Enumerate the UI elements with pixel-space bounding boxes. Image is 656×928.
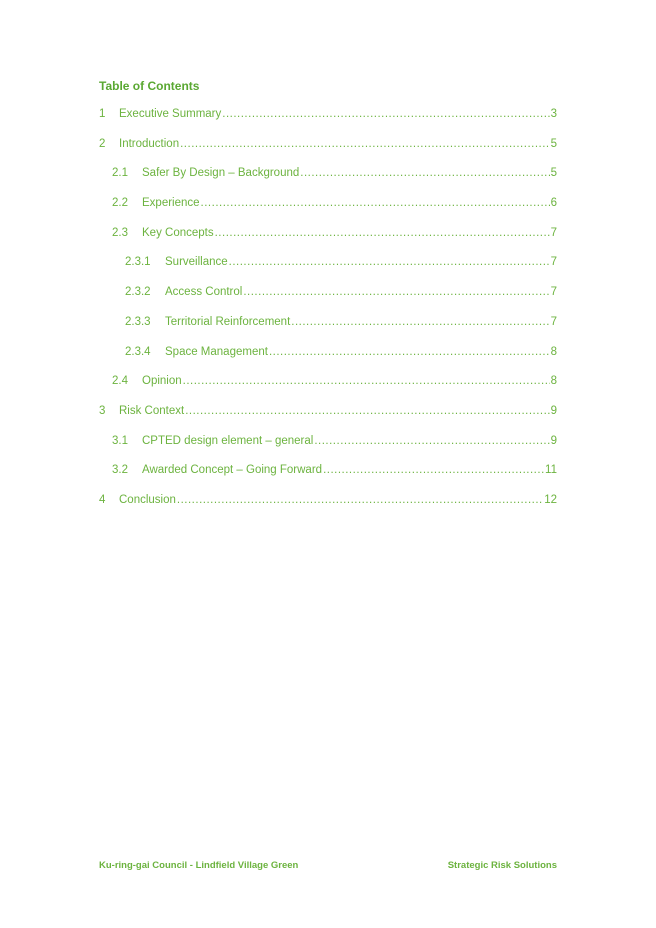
- toc-entry-number: 2.2: [112, 197, 128, 210]
- toc-entry-label: Awarded Concept – Going Forward: [142, 464, 323, 477]
- toc-entry-safer-by-design[interactable]: [99, 167, 557, 197]
- toc-entry-page: 6: [550, 197, 557, 210]
- toc-entry-page: 5: [550, 167, 557, 180]
- toc-entry-executive-summary[interactable]: [99, 108, 557, 138]
- toc-entry-experience[interactable]: [99, 197, 557, 227]
- toc-entry-access-control[interactable]: [99, 286, 557, 316]
- toc-entry-number: 2.3.2: [125, 286, 151, 299]
- page-footer: [99, 860, 557, 871]
- toc-entry-label: Surveillance: [165, 256, 228, 269]
- toc-dot-leader: [300, 167, 549, 179]
- toc-entry-cpted-design-element[interactable]: [99, 435, 557, 465]
- toc-entry-page: 9: [550, 434, 557, 447]
- toc-entry-number: 2.3.3: [125, 315, 151, 328]
- toc-entry-risk-context[interactable]: [99, 405, 557, 435]
- toc-dot-leader: [291, 316, 549, 328]
- toc-dot-leader: [243, 286, 549, 298]
- toc-dot-leader: [269, 346, 550, 358]
- toc-dot-leader: [185, 405, 549, 417]
- toc-entry-number: 3.1: [112, 434, 128, 447]
- toc-entry-number: 3: [99, 404, 106, 417]
- toc-entry-number: 2: [99, 137, 106, 150]
- toc-entry-label: CPTED design element – general: [142, 434, 314, 447]
- toc-entry-number: 2.4: [112, 375, 128, 388]
- toc-entry-label: Risk Context: [119, 404, 185, 417]
- toc-dot-leader: [201, 197, 550, 209]
- toc-entry-number: 3.2: [112, 464, 128, 477]
- toc-entry-number: 2.3: [112, 226, 128, 239]
- toc-entry-label: Experience: [142, 197, 200, 210]
- toc-entry-territorial-reinforcement[interactable]: [99, 316, 557, 346]
- toc-entry-page: 9: [550, 404, 557, 417]
- toc-dot-leader: [323, 464, 544, 476]
- toc-entry-opinion[interactable]: [99, 375, 557, 405]
- toc-entry-page: 11: [545, 464, 557, 477]
- toc-dot-leader: [229, 256, 550, 268]
- toc-entry-number: 4: [99, 493, 106, 506]
- toc-dot-leader: [180, 138, 549, 150]
- toc-entry-number: 1: [99, 108, 106, 120]
- toc-entry-label: Executive Summary: [119, 108, 222, 120]
- toc-entry-page: 7: [550, 226, 557, 239]
- toc-entry-label: Access Control: [165, 286, 243, 299]
- toc-entry-number: 2.3.1: [125, 256, 151, 269]
- toc-entry-awarded-concept[interactable]: [99, 464, 557, 494]
- toc-entry-number: 2.1: [112, 167, 128, 180]
- toc-entry-number: 2.3.4: [125, 345, 151, 358]
- toc-entry-page: 7: [550, 286, 557, 299]
- toc-entry-space-management[interactable]: [99, 346, 557, 376]
- toc-entry-page: 5: [550, 137, 557, 150]
- toc-dot-leader: [215, 227, 550, 239]
- toc-entry-surveillance[interactable]: [99, 256, 557, 286]
- toc-entry-label: Safer By Design – Background: [142, 167, 300, 180]
- toc-entry-page: 3: [550, 108, 557, 120]
- toc-entry-label: Territorial Reinforcement: [165, 315, 291, 328]
- toc-title: Table of Contents: [99, 79, 200, 93]
- footer-right-text: Strategic Risk Solutions: [447, 860, 557, 871]
- footer-left-text: Ku-ring-gai Council - Lindfield Village Green: [99, 860, 299, 871]
- toc-entry-page: 12: [544, 493, 557, 506]
- toc-entry-label: Opinion: [142, 375, 182, 388]
- toc-dot-leader: [222, 108, 549, 120]
- toc-entry-label: Introduction: [119, 137, 180, 150]
- toc-entry-page: 8: [550, 375, 557, 388]
- toc-entry-page: 7: [550, 315, 557, 328]
- toc-entry-page: 7: [550, 256, 557, 269]
- toc-dot-leader: [183, 375, 550, 387]
- toc-dot-leader: [177, 494, 543, 506]
- toc-entry-label: Conclusion: [119, 493, 176, 506]
- toc-entry-page: 8: [550, 345, 557, 358]
- toc-entry-label: Space Management: [165, 345, 268, 358]
- toc-entry-introduction[interactable]: [99, 138, 557, 168]
- toc-entry-conclusion[interactable]: [99, 494, 557, 524]
- toc-entry-label: Key Concepts: [142, 226, 214, 239]
- toc-dot-leader: [314, 435, 549, 447]
- toc-entry-key-concepts[interactable]: [99, 227, 557, 257]
- toc-list: [99, 108, 557, 524]
